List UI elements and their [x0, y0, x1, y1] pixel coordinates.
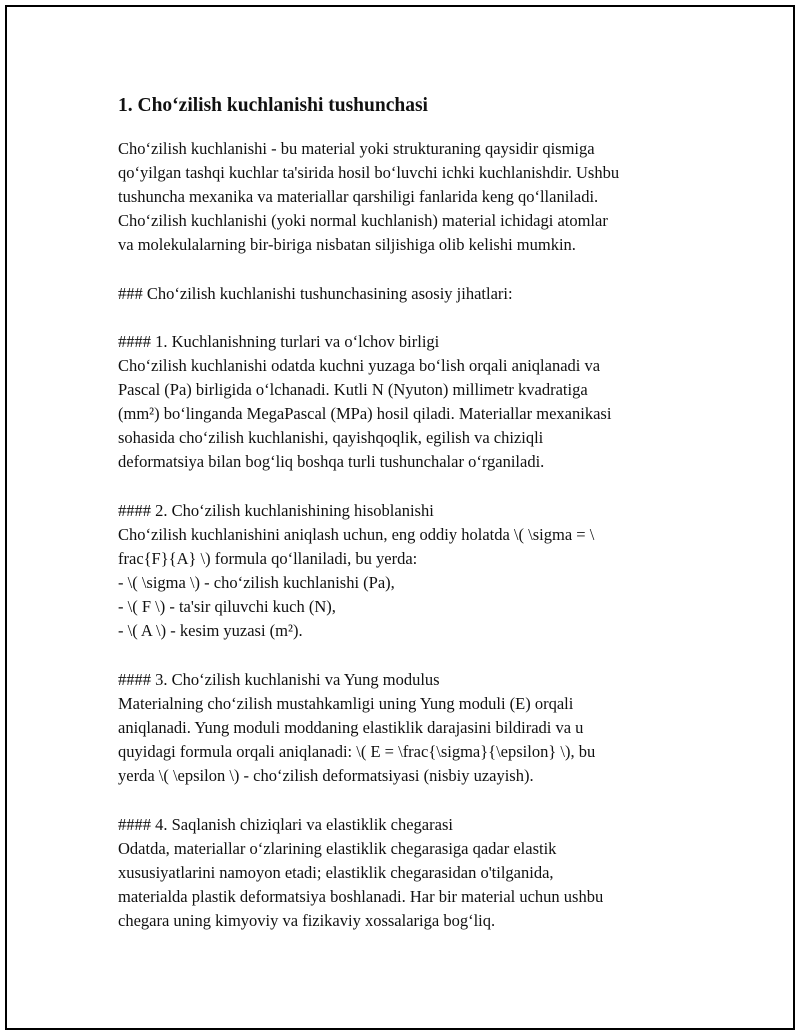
section-2: [118, 499, 698, 643]
section-line: Materialning cho‘zilish mustahkamligi uning Yung moduli (E) orqali: [118, 694, 574, 713]
aspects-heading: ### Cho‘zilish kuchlanishi tushunchasining asosiy jihatlari:: [118, 284, 513, 303]
intro-line: qo‘yilgan tashqi kuchlar ta'sirida hosil bo‘luvchi ichki kuchlanishdir. Ushbu: [118, 163, 620, 182]
section-line: - \( F \) - ta'sir qiluvchi kuch (N),: [118, 597, 336, 616]
section-line: Cho‘zilish kuchlanishini aniqlash uchun, eng oddiy holatda \( \sigma = \: [118, 525, 595, 544]
document-title: 1. Cho‘zilish kuchlanishi tushunchasi: [118, 95, 428, 116]
section-4: [118, 813, 698, 933]
section-line: chegara uning kimyoviy va fizikaviy xossalariga bog‘liq.: [118, 911, 496, 930]
intro-line: va molekulalarning bir-biriga nisbatan siljishiga olib kelishi mumkin.: [118, 235, 576, 254]
section-line: materialda plastik deformatsiya boshlanadi. Har bir material uchun ushbu: [118, 887, 604, 906]
section-line: (mm²) bo‘linganda MegaPascal (MPa) hosil qiladi. Materiallar mexanikasi: [118, 404, 612, 423]
section-heading: #### 1. Kuchlanishning turlari va o‘lchov birligi: [118, 332, 440, 351]
section-heading: #### 3. Cho‘zilish kuchlanishi va Yung modulus: [118, 670, 440, 689]
section-3: [118, 668, 698, 788]
section-line: sohasida cho‘zilish kuchlanishi, qayishqoqlik, egilish va chiziqli: [118, 428, 544, 447]
intro-line: Cho‘zilish kuchlanishi - bu material yoki strukturaning qaysidir qismiga: [118, 139, 595, 158]
section-line: aniqlanadi. Yung moduli moddaning elastiklik darajasini bildiradi va u: [118, 718, 584, 737]
section-line: - \( \sigma \) - cho‘zilish kuchlanishi (Pa),: [118, 573, 395, 592]
section-line: Cho‘zilish kuchlanishi odatda kuchni yuzaga bo‘lish orqali aniqlanadi va: [118, 356, 601, 375]
section-line: - \( A \) - kesim yuzasi (m²).: [118, 621, 303, 640]
section-line: Odatda, materiallar o‘zlarining elastiklik chegarasiga qadar elastik: [118, 839, 557, 858]
intro-line: Cho‘zilish kuchlanishi (yoki normal kuchlanish) material ichidagi atomlar: [118, 211, 608, 230]
document-body: [118, 92, 698, 958]
section-line: yerda \( \epsilon \) - cho‘zilish deformatsiyasi (nisbiy uzayish).: [118, 766, 534, 785]
intro-line: tushuncha mexanika va materiallar qarshiligi fanlarida keng qo‘llaniladi.: [118, 187, 599, 206]
section-line: quyidagi formula orqali aniqlanadi: \( E = \frac{\sigma}{\epsilon} \), bu: [118, 742, 596, 761]
section-line: frac{F}{A} \) formula qo‘llaniladi, bu yerda:: [118, 549, 418, 568]
intro-paragraph: [118, 137, 698, 257]
section-1: [118, 330, 698, 474]
section-heading: #### 4. Saqlanish chiziqlari va elastiklik chegarasi: [118, 815, 453, 834]
section-line: deformatsiya bilan bog‘liq boshqa turli tushunchalar o‘rganiladi.: [118, 452, 545, 471]
section-heading: #### 2. Cho‘zilish kuchlanishining hisoblanishi: [118, 501, 434, 520]
section-line: Pascal (Pa) birligida o‘lchanadi. Kutli N (Nyuton) millimetr kvadratiga: [118, 380, 588, 399]
section-line: xususiyatlarini namoyon etadi; elastiklik chegarasidan o'tilganida,: [118, 863, 554, 882]
